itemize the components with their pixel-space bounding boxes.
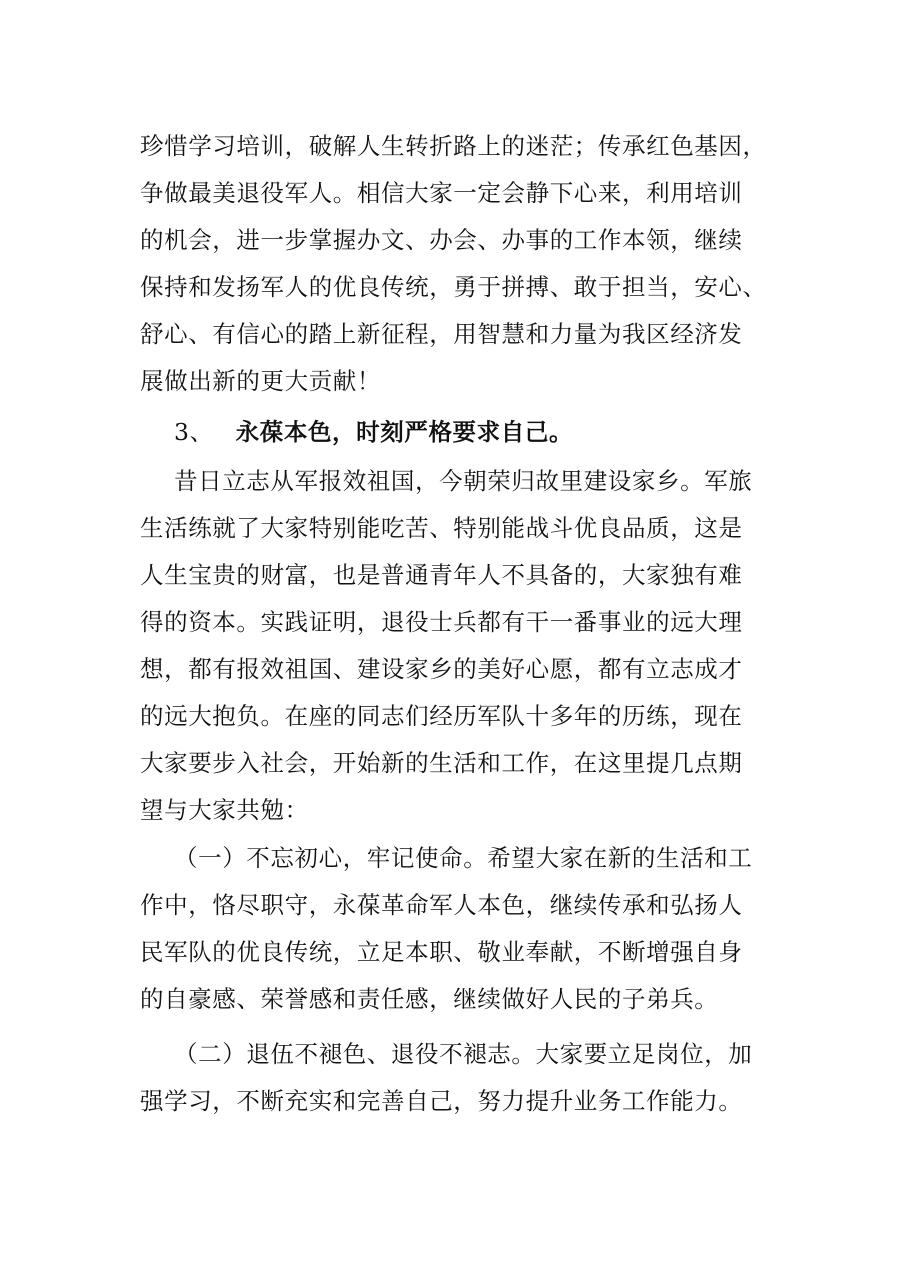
section-number: 3、	[174, 418, 214, 446]
text-line: 争做最美退役军人。相信大家一定会静下心来，利用培训	[140, 179, 743, 207]
text-line: 生活练就了大家特别能吃苦、特别能战斗优良品质，这是	[140, 514, 743, 542]
text-line: 民军队的优良传统，立足本职、敬业奉献，不断增强自身	[140, 938, 743, 966]
text-line: 作中，恪尽职守，永葆革命军人本色，继续传承和弘扬人	[140, 891, 743, 919]
text-line: 强学习，不断充实和完善自己，努力提升业务工作能力。	[140, 1087, 743, 1115]
section-heading	[174, 414, 814, 450]
text-line: 望与大家共勉：	[140, 796, 309, 824]
text-line: 保持和发扬军人的优良传统，勇于拼搏、敢于担当，安心、	[140, 273, 767, 301]
text-line: 人生宝贵的财富，也是普通青年人不具备的，大家独有难	[140, 561, 743, 589]
text-line: 舒心、有信心的踏上新征程，用智慧和力量为我区经济发	[140, 320, 743, 348]
text-line: 珍惜学习培训，破解人生转折路上的迷茫；传承红色基因，	[140, 132, 767, 160]
text-line: 的机会，进一步掌握办文、办会、办事的工作本领，继续	[140, 226, 743, 254]
text-line: 的自豪感、荣誉感和责任感，继续做好人民的子弟兵。	[140, 985, 719, 1013]
text-line: 得的资本。实践证明，退役士兵都有干一番事业的远大理	[140, 608, 743, 636]
text-line: 的远大抱负。在座的同志们经历军队十多年的历练，现在	[140, 702, 743, 730]
text-line: 昔日立志从军报效祖国，今朝荣归故里建设家乡。军旅	[174, 467, 753, 495]
text-line: 想，都有报效祖国、建设家乡的美好心愿，都有立志成才	[140, 655, 743, 683]
text-line: （一）不忘初心，牢记使命。希望大家在新的生活和工	[174, 844, 753, 872]
text-line: （二）退伍不褪色、退役不褪志。大家要立足岗位，加	[174, 1040, 753, 1068]
section-title: 永葆本色，时刻严格要求自己。	[235, 418, 574, 446]
text-line: 大家要步入社会，开始新的生活和工作，在这里提几点期	[140, 749, 743, 777]
text-line: 展做出新的更大贡献！	[140, 367, 381, 395]
